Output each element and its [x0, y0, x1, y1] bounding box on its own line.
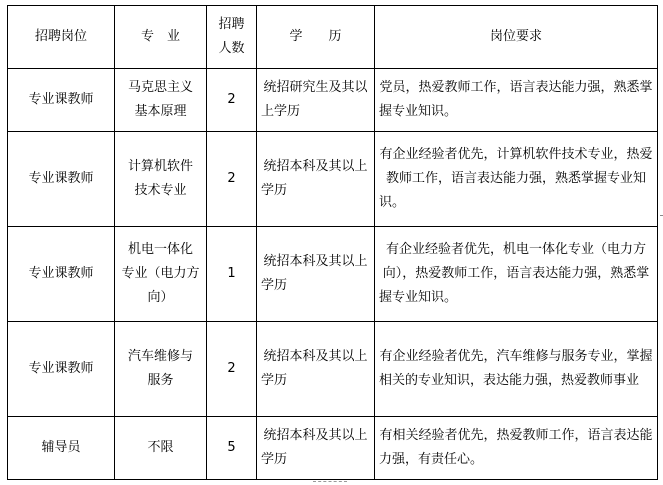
header-count [207, 6, 257, 69]
table-row [8, 417, 658, 480]
cell-education: 统招本科及其以上学历 [257, 227, 375, 322]
cell-major [115, 322, 207, 417]
cell-requirements: 有企业经验者优先，计算机软件技术专业，热爱教师工作，语言表达能力强，熟悉掌握专业知识。 [375, 132, 658, 227]
cell-position: 专业课教师 [8, 132, 115, 227]
cell-count: 5 [207, 417, 257, 480]
cell-position: 辅导员 [8, 417, 115, 480]
major-line: 不限 [147, 440, 174, 455]
major-line: 向） [147, 290, 174, 305]
cell-count: 2 [207, 322, 257, 417]
major-line: 服务 [147, 373, 174, 388]
cell-position: 专业课教师 [8, 322, 115, 417]
major-line: 马克思主义 [127, 80, 193, 95]
recruitment-table [7, 5, 658, 480]
cell-education: 统招本科及其以上学历 [257, 132, 375, 227]
cell-education: 统招本科及其以上学历 [257, 417, 375, 480]
major-line: 技术专业 [134, 183, 187, 198]
page-fragment-mark [313, 481, 347, 482]
cell-position: 专业课教师 [8, 69, 115, 132]
cell-major [115, 227, 207, 322]
cell-major [115, 417, 207, 480]
table-row [8, 227, 658, 322]
header-major: 专 业 [115, 6, 207, 69]
cell-major [115, 69, 207, 132]
cell-requirements: 党员，热爱教师工作，语言表达能力强，熟悉掌握专业知识。 [375, 69, 658, 132]
major-line: 基本原理 [134, 104, 187, 119]
cell-requirements: 有相关经验者优先，热爱教师工作，语言表达能力强，有责任心。 [375, 417, 658, 480]
header-requirements: 岗位要求 [375, 6, 658, 69]
cell-education: 统招研究生及其以上学历 [257, 69, 375, 132]
table-row [8, 132, 658, 227]
header-education: 学 历 [257, 6, 375, 69]
header-row [8, 6, 658, 69]
header-count-line1: 招聘 [218, 17, 245, 32]
cell-count: 1 [207, 227, 257, 322]
table-row [8, 69, 658, 132]
header-position: 招聘岗位 [8, 6, 115, 69]
cell-count: 2 [207, 132, 257, 227]
major-line: 计算机软件 [127, 159, 193, 174]
major-line: 专业（电力方 [121, 266, 200, 281]
cell-requirements: 有企业经验者优先，汽车维修与服务专业，掌握相关的专业知识，表达能力强，热爱教师事业 [375, 322, 658, 417]
major-line: 机电一体化 [127, 242, 193, 257]
cell-major [115, 132, 207, 227]
cell-count: 2 [207, 69, 257, 132]
table-row [8, 322, 658, 417]
major-line: 汽车维修与 [127, 349, 193, 364]
cell-position: 专业课教师 [8, 227, 115, 322]
header-count-line2: 人数 [218, 41, 245, 56]
cell-requirements: 有企业经验者优先，机电一体化专业（电力方向），热爱教师工作，语言表达能力强，熟悉掌握专业知识。 [375, 227, 658, 322]
cell-education: 统招本科及其以上学历 [257, 322, 375, 417]
